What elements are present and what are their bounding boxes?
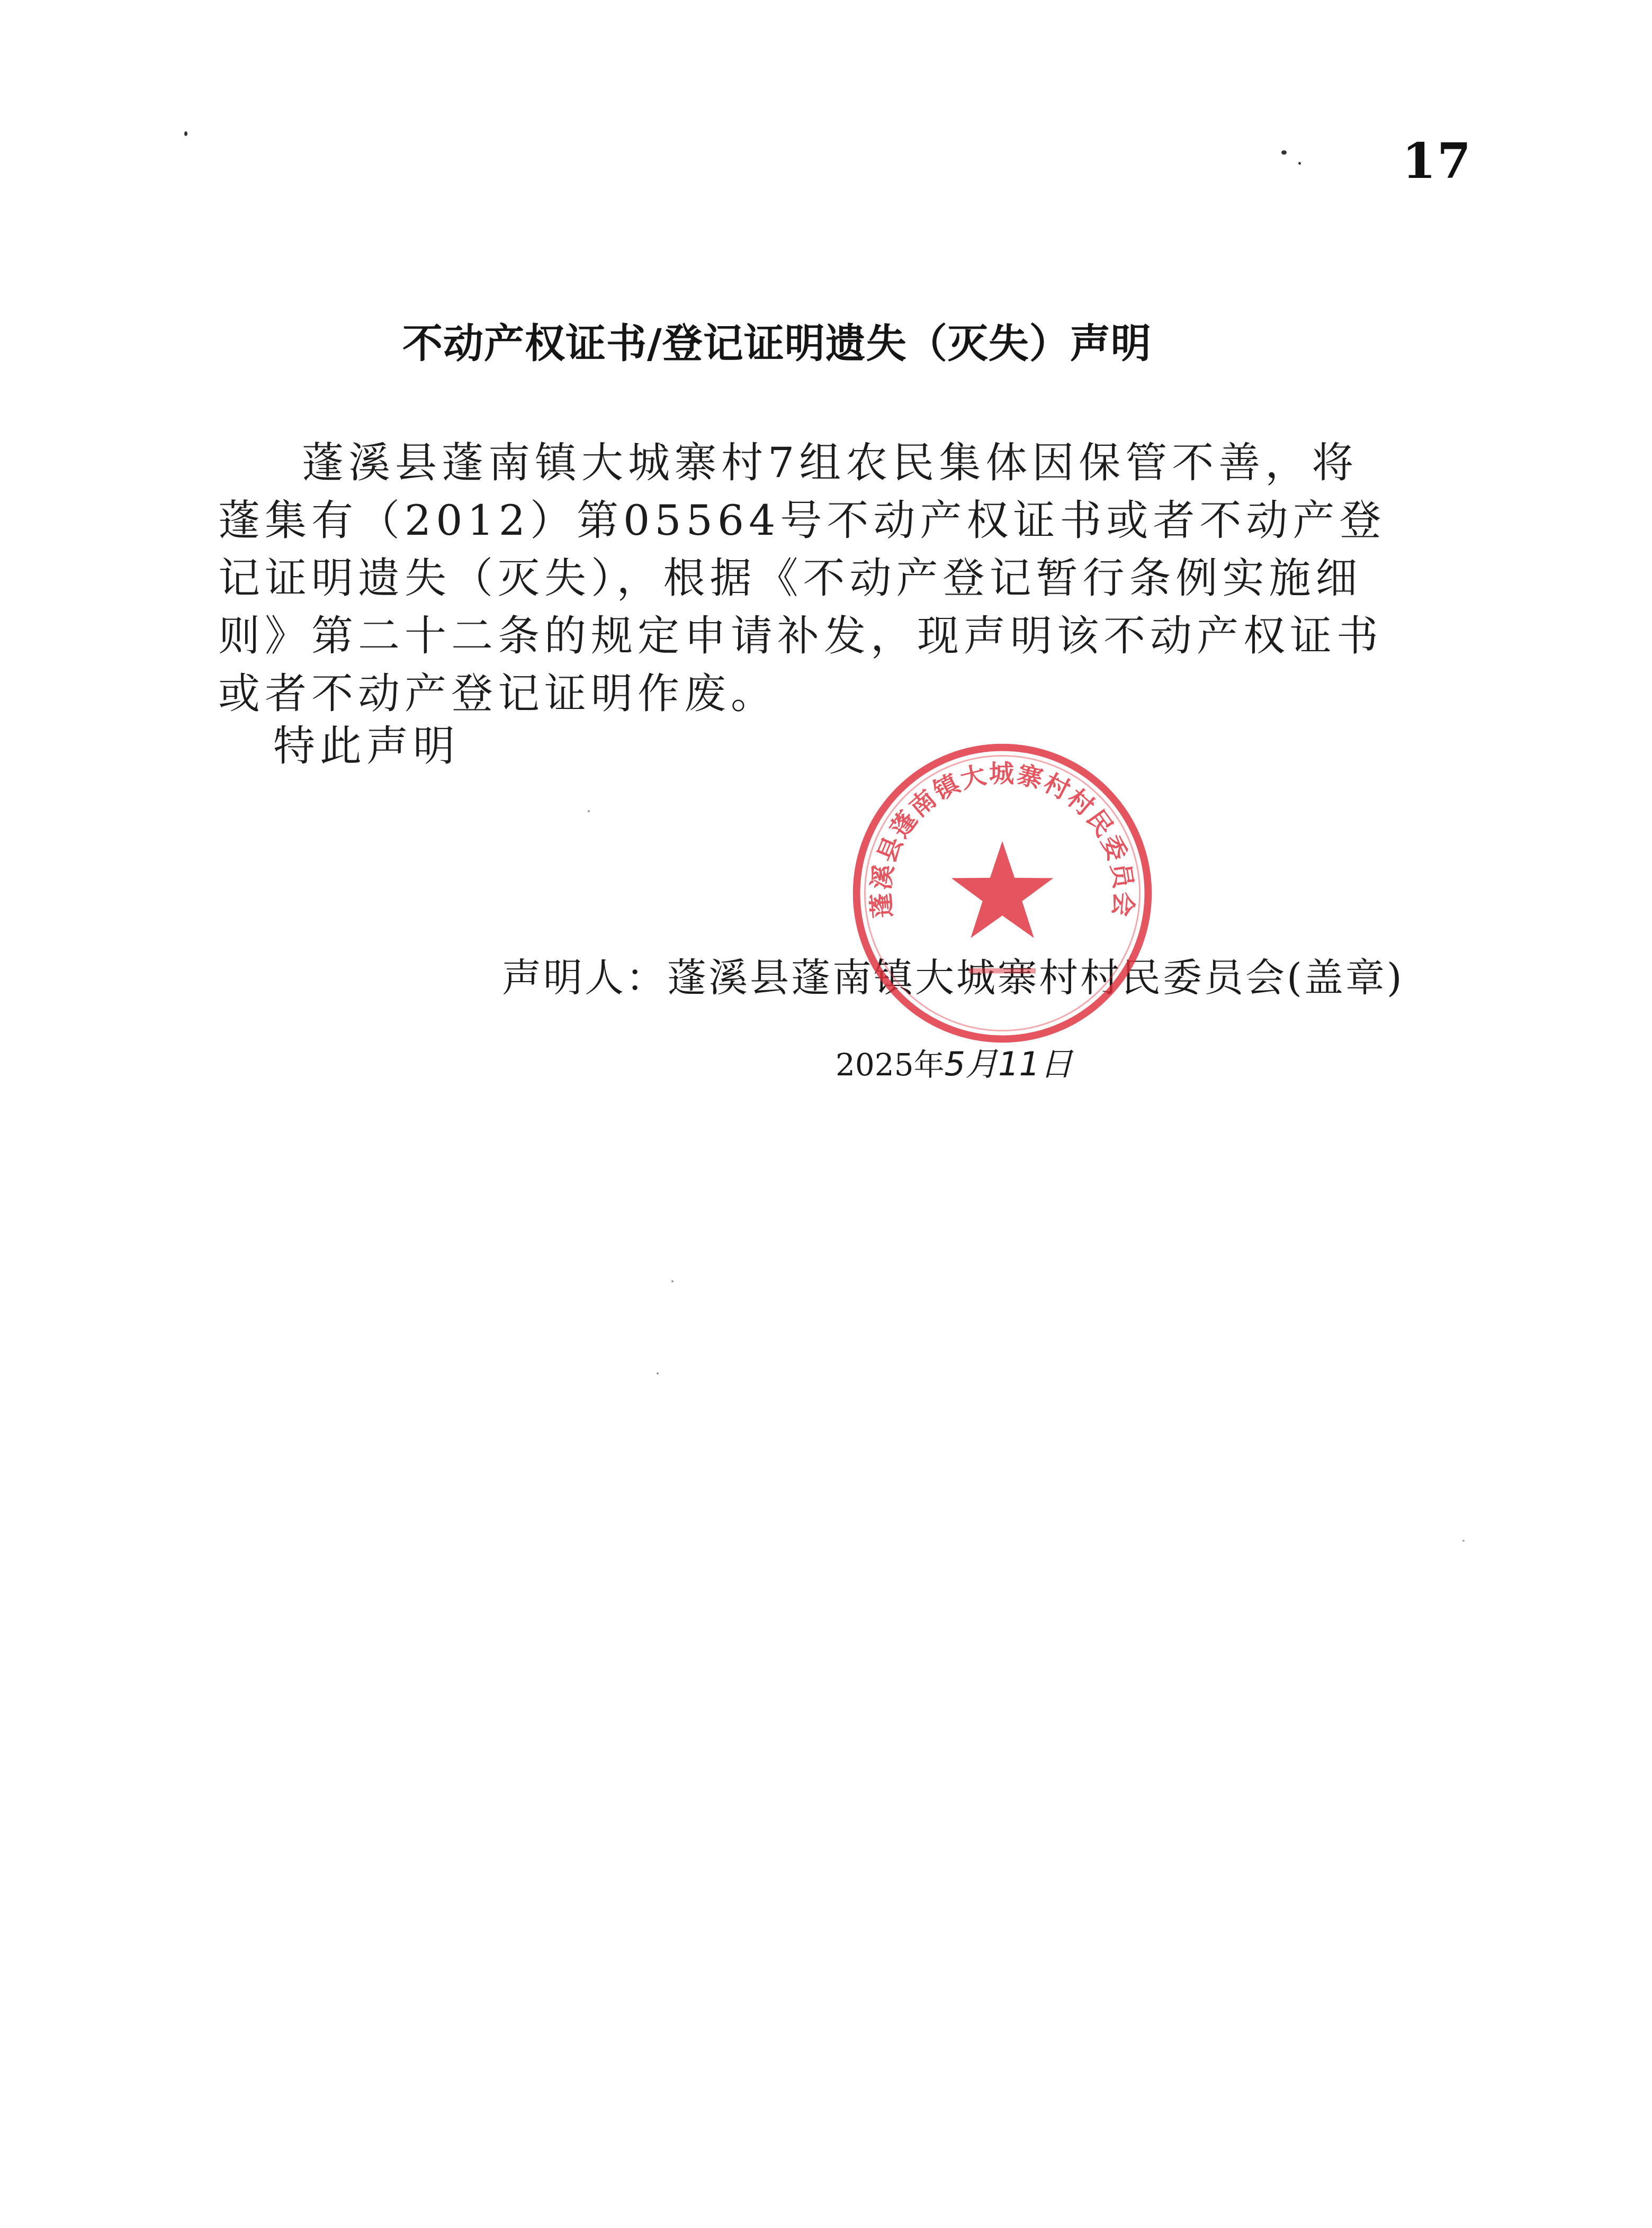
declarant-signature-line: 声明人：蓬溪县蓬南镇大城寨村村民委员会(盖章) <box>502 955 1404 1001</box>
scan-speck <box>588 810 590 812</box>
scan-speck <box>1298 162 1301 165</box>
scan-speck <box>1462 1540 1465 1542</box>
closing-phrase: 特此声明 <box>273 722 460 770</box>
seal-bottom-mark <box>969 968 1036 974</box>
date-handwritten: 5月11日 <box>944 1045 1073 1083</box>
seal-star-icon <box>951 841 1054 938</box>
date-year: 2025年 <box>836 1047 945 1083</box>
scan-speck <box>184 131 187 136</box>
statement-body: 蓬溪县蓬南镇大城寨村7组农民集体因保管不善，将蓬集有（2012）第05564号不动产权证书或者不动产登记证明遗失（灭失），根据《不动产登记暂行条例实施细则》第二十二条的规定申请补发，现声明该不动产权证书或者不动产登记证明作废。 <box>218 438 1386 718</box>
document-title: 不动产权证书/登记证明遗失（灭失）声明 <box>402 320 1152 367</box>
page-number: 17 <box>1402 132 1473 190</box>
scan-speck <box>657 1372 659 1374</box>
official-seal-stamp <box>846 737 1159 1049</box>
scan-speck <box>671 1280 674 1282</box>
scan-speck <box>1281 150 1287 155</box>
seal-text: 蓬溪县蓬南镇大城寨村村民委员会 <box>866 759 1138 920</box>
